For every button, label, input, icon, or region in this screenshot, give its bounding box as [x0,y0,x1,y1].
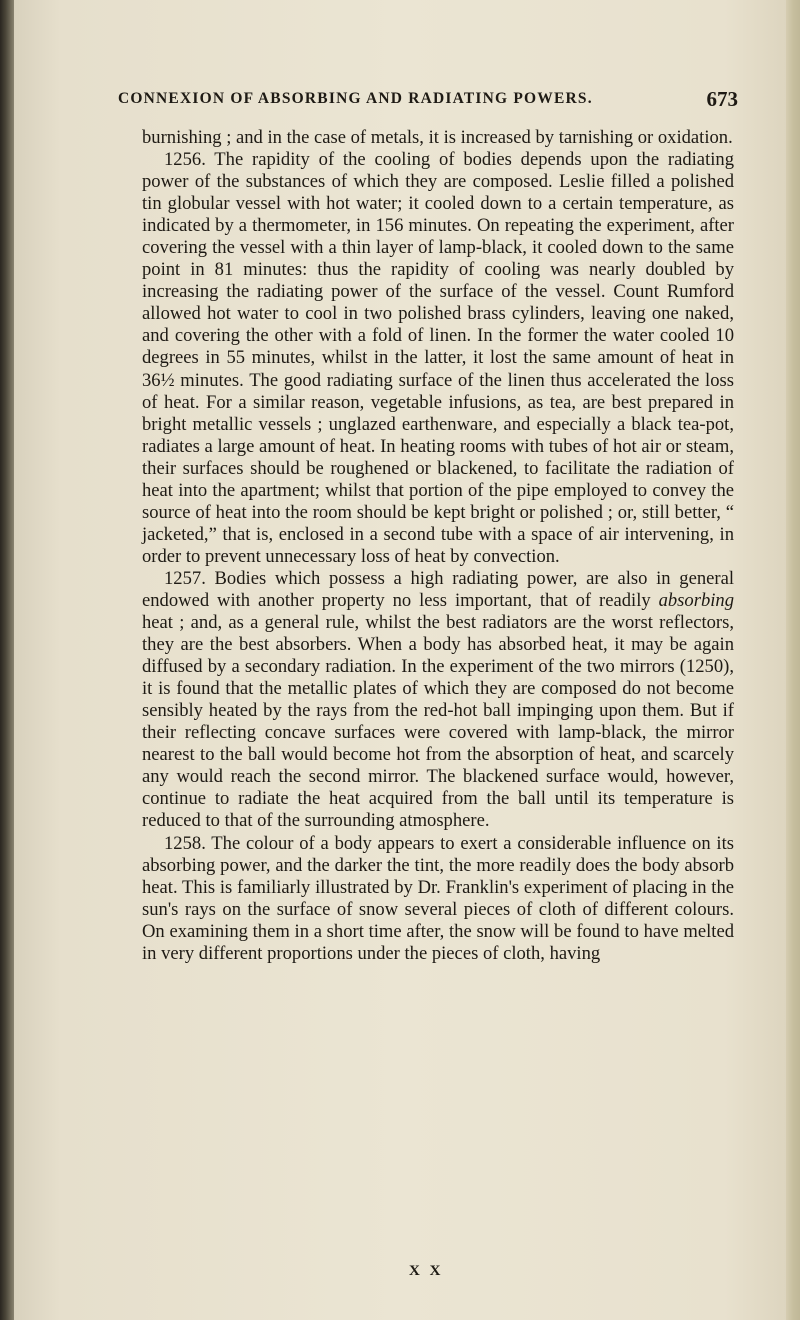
paragraph-1257-text-before: 1257. Bodies which possess a high radiating power, are also in general endowed with another property no less important, that of readily [142,567,734,611]
paragraph-1257 [142,568,734,833]
running-head: CONNEXION OF ABSORBING AND RADIATING POWERS. [118,90,593,107]
emphasis-absorbing: absorbing [658,589,734,611]
paragraph-1258: 1258. The colour of a body appears to exert a considerable influence on its absorbing power, and the darker the tint, the more readily does the body absorb heat. This is familiarly illustrated by Dr. Franklin's experiment of placing in the sun's rays on the surface of snow several pieces of cloth of different colours. On examining them in a short time after, the snow will be found to have melted in very different proportions under the pieces of cloth, having [142,832,734,964]
page-number: 673 [706,87,738,111]
book-page [14,0,786,1320]
paragraph-continuation: burnishing ; and in the case of metals, it is increased by tarnishing or oxidation. [142,127,733,148]
paragraph-1256: 1256. The rapidity of the cooling of bodies depends upon the radiating power of the substances of which they are composed. Leslie filled a polished tin globular vessel with hot water; it cooled down to a certain temperature, as indicated by a thermometer, in 156 minutes. On repeating the experiment, after covering the vessel with a thin layer of lamp-black, it cooled down to the same point in 81 minutes: thus the rapidity of cooling was nearly doubled by increasing the radiating power of the surface of the vessel. Count Rumford allowed hot water to cool in two polished brass cylinders, leaving one naked, and covering the other with a fold of linen. In the former the water cooled 10 degrees in 55 minutes, whilst in the latter, it lost the same amount of heat in 36½ minutes. The good radiating surface of the linen thus accelerated the loss of heat. For a similar reason, vegetable infusions, as tea, are best prepared in bright metallic vessels ; unglazed earthenware, and especially a black tea-pot, radiates a large amount of heat. In heating rooms with tubes of hot air or steam, their surfaces should be roughened or blackened, to facilitate the radiation of heat into the apartment; whilst that portion of the pipe employed to convey the source of heat into the room should be kept bright or polished ; or, still better, “ jacketed,” that is, enclosed in a second tube with a space of air intervening, in order to prevent unnecessary loss of heat by convection. [142,149,734,567]
page-header [118,87,738,114]
page-edge [786,0,800,1320]
book-binding-shadow [0,0,14,1320]
signature-mark: X X [409,1263,444,1279]
paragraph-1257-text-after: heat ; and, as a general rule, whilst the best radiators are the worst reflectors, they are the best absorbers. When a body has absorbed heat, it may be again diffused by a secondary radiation. In the experiment of the two mirrors (1250), it is found that the metallic plates of which they are composed do not become sensibly heated by the rays from the red-hot ball impinging upon them. But if their reflecting concave surfaces were covered with lamp-black, the mirror nearest to the ball would become hot from the absorption of heat, and scarcely any would reach the second mirror. The blackened surface would, however, continue to radiate the heat acquired from the ball until its temperature is reduced to that of the surrounding atmosphere. [142,612,734,832]
body-text [142,127,734,965]
